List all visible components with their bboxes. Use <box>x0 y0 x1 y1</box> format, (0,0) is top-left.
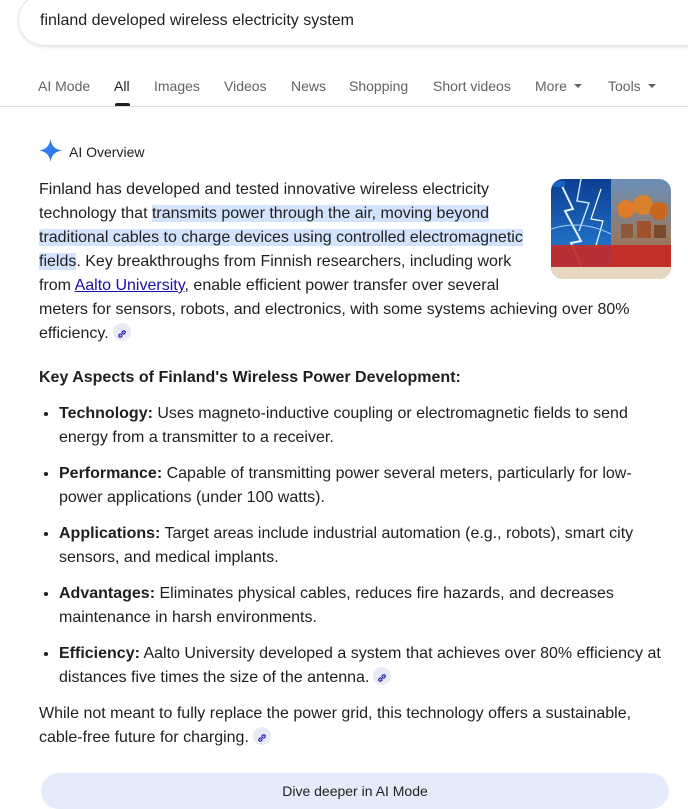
section-heading: Key Aspects of Finland's Wireless Power Development: <box>39 369 461 386</box>
list-item <box>59 402 671 450</box>
list-item <box>59 462 671 510</box>
search-input[interactable] <box>40 12 640 30</box>
tab-more-label: More <box>535 78 567 94</box>
list-item <box>59 522 671 570</box>
tab-shopping[interactable]: Shopping <box>349 78 409 94</box>
tab-videos[interactable]: Videos <box>224 78 267 94</box>
intro-text-2: . Key breakthroughs from Finnish researchers, including work from <box>39 253 512 294</box>
citation-link-icon[interactable] <box>253 727 271 745</box>
aspect-text: Uses magneto-inductive coupling or electromagnetic fields to send energy from a transmitter to a receiver. <box>59 405 628 446</box>
aspect-label: Performance: <box>59 465 163 482</box>
intro-text-3: , enable efficient power transfer over several meters for sensors, robots, and electronics, with some systems achieving over 80% efficiency. <box>39 277 630 342</box>
dive-deeper-button[interactable]: Dive deeper in AI Mode <box>41 773 669 809</box>
ai-overview-content <box>39 178 671 750</box>
closing-paragraph <box>39 702 671 750</box>
aspect-label: Applications: <box>59 525 161 542</box>
thumbnail-image[interactable] <box>551 179 671 279</box>
gemini-sparkle-icon <box>38 138 63 163</box>
highlighted-text: transmits power through the air, moving beyond traditional cables to charge devices using controlled electromagnetic fields <box>39 205 523 270</box>
tab-more[interactable] <box>535 78 582 94</box>
tab-short-videos[interactable]: Short videos <box>433 78 511 94</box>
aspect-text: Aalto University developed a system that achieves over 80% efficiency at distances five times the size of the antenna. <box>59 645 661 686</box>
aspect-label: Advantages: <box>59 585 156 602</box>
aspect-label: Efficiency: <box>59 645 140 662</box>
aspects-list <box>39 402 671 690</box>
aspect-text: Eliminates physical cables, reduces fire hazards, and decreases maintenance in harsh environments. <box>59 585 614 626</box>
list-item <box>59 642 671 690</box>
search-bar[interactable] <box>18 0 688 46</box>
chevron-down-icon <box>648 84 656 88</box>
ai-overview-title: AI Overview <box>69 144 145 160</box>
list-item <box>59 582 671 630</box>
chevron-down-icon <box>574 84 582 88</box>
wireless-electricity-thumbnail <box>551 179 671 279</box>
closing-text: While not meant to fully replace the power grid, this technology offers a sustainable, cable-free future for charging. <box>39 705 632 746</box>
citation-link-icon[interactable] <box>113 323 131 341</box>
tab-ai-mode[interactable]: AI Mode <box>38 78 91 94</box>
search-tabs <box>0 66 688 106</box>
aalto-university-link[interactable]: Aalto University <box>74 277 185 294</box>
intro-text-1: Finland has developed and tested innovative wireless electricity technology that <box>39 181 490 222</box>
tab-tools-label: Tools <box>608 78 641 94</box>
aspect-text: Target areas include industrial automation (e.g., robots), smart city sensors, and medical implants. <box>59 525 634 566</box>
tabs-divider <box>0 106 688 107</box>
tab-all[interactable]: All <box>114 78 130 94</box>
tab-news[interactable]: News <box>291 78 327 94</box>
aspect-text: Capable of transmitting power several meters, particularly for low-power applications (under 100 watts). <box>59 465 632 506</box>
tab-tools[interactable] <box>608 78 656 94</box>
citation-link-icon[interactable] <box>373 667 391 685</box>
tab-images[interactable]: Images <box>154 78 200 94</box>
aspect-label: Technology: <box>59 405 153 422</box>
